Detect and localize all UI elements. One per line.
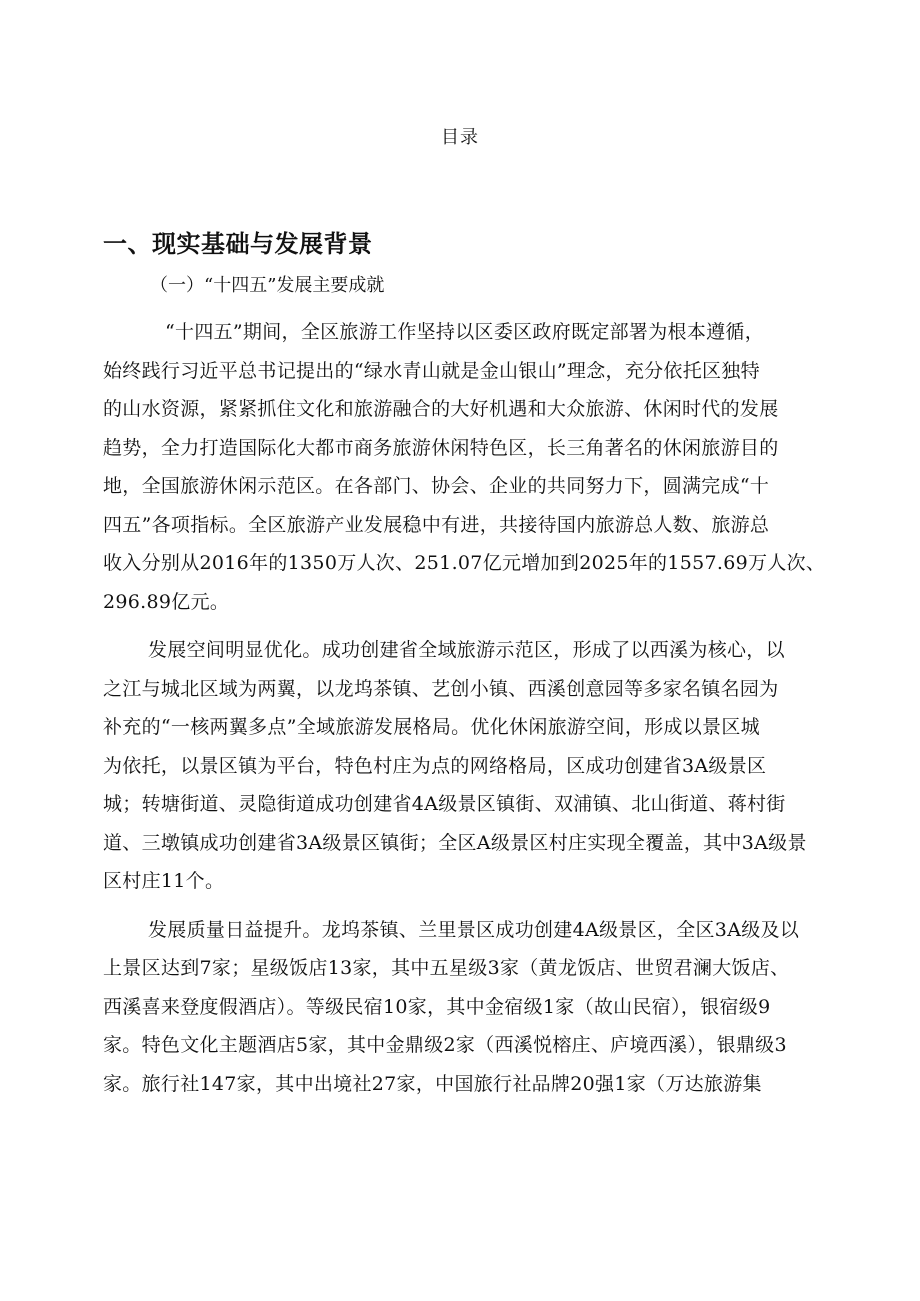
paragraph-quality-improvement	[103, 911, 818, 1104]
paragraph-spatial-optimization	[103, 631, 818, 901]
paragraph-line: 城；转塘街道、灵隐街道成功创建省4A级景区镇街、双浦镇、北山街道、蒋村街	[103, 793, 786, 815]
paragraph-line: 上景区达到7家；星级饭店13家，其中五星级3家（黄龙饭店、世贸君澜大饭店、	[103, 957, 790, 979]
paragraph-line: 补充的“一核两翼多点”全域旅游发展格局。优化休闲旅游空间，形成以景区城	[103, 716, 760, 738]
paragraph-line: 西溪喜来登度假酒店）。等级民宿10家，其中金宿级1家（故山民宿），银宿级9	[103, 995, 771, 1018]
paragraph-line: “十四五”期间，全区旅游工作坚持以区委区政府既定部署为根本遵循，	[165, 321, 765, 343]
paragraph-line: 家。旅行社147家，其中出境社27家，中国旅行社品牌20强1家（万达旅游集	[103, 1072, 762, 1095]
paragraph-line: 区村庄11个。	[103, 870, 225, 892]
paragraph-line: 之江与城北区域为两翼，以龙坞茶镇、艺创小镇、西溪创意园等多家名镇名园为	[103, 677, 779, 700]
paragraph-line: 趋势，全力打造国际化大都市商务旅游休闲特色区，长三角著名的休闲旅游目的	[103, 436, 779, 459]
paragraph-line: 296.89亿元。	[103, 590, 230, 613]
paragraph-line: 为依托，以景区镇为平台，特色村庄为点的网络格局，区成功创建省3A级景区	[103, 754, 767, 777]
paragraph-achievements-overview	[103, 313, 826, 621]
paragraph-line: 的山水资源，紧紧抓住文化和旅游融合的大好机遇和大众旅游、休闲时代的发展	[103, 398, 779, 420]
paragraph-line: 发展质量日益提升。龙坞茶镇、兰里景区成功创建4A级景区，全区3A级及以	[148, 918, 800, 941]
chapter-heading: 一、现实基础与发展背景	[103, 230, 373, 258]
paragraph-line: 家。特色文化主题酒店5家，其中金鼎级2家（西溪悦榕庄、庐境西溪），银鼎级3	[103, 1034, 787, 1056]
paragraph-line: 四五”各项指标。全区旅游产业发展稳中有进，共接待国内旅游总人数、旅游总	[103, 513, 770, 536]
paragraph-line: 发展空间明显优化。成功创建省全域旅游示范区，形成了以西溪为核心，以	[148, 639, 785, 661]
body-text	[103, 313, 826, 1113]
paragraph-line: 收入分别从2016年的1350万人次、251.07亿元增加到2025年的1557.69万人次、	[103, 552, 826, 574]
paragraph-line: 地，全国旅游休闲示范区。在各部门、协会、企业的共同努力下，圆满完成“十	[103, 475, 770, 497]
paragraph-line: 始终践行习近平总书记提出的“绿水青山就是金山银山”理念，充分依托区独特	[103, 359, 760, 382]
paragraph-line: 道、三墩镇成功创建省3A级景区镇街；全区A级景区村庄实现全覆盖，其中3A级景	[103, 831, 807, 854]
toc-title: 目录	[441, 127, 479, 148]
section-heading: （一）“十四五”发展主要成就	[150, 275, 385, 296]
